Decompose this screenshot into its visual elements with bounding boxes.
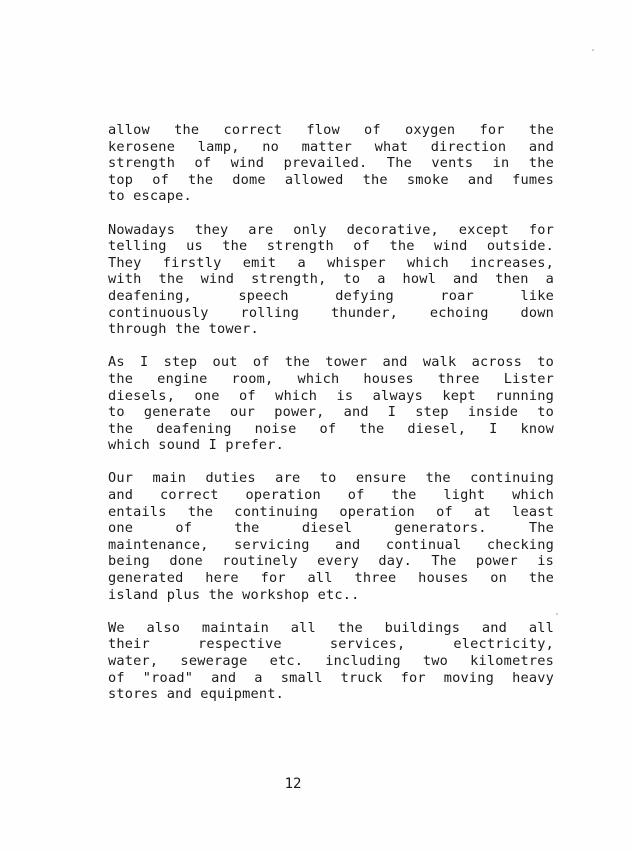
text-line: being done routinely every day. The power is [108,553,554,570]
scan-speck [592,49,594,51]
text-line: to generate our power, and I step inside to [108,404,554,421]
text-line: island plus the workshop etc.. [108,586,360,603]
paragraph-4 [108,470,554,603]
text-line: stores and equipment. [108,686,285,703]
text-line: kerosene lamp, no matter what direction and [108,138,554,155]
text-line: the engine room, which houses three Lister [108,370,554,387]
text-line: maintenance, servicing and continual checking [108,536,554,553]
text-line: They firstly emit a whisper which increases, [108,254,554,271]
text-line: As I step out of the tower and walk across to [108,354,554,371]
text-line: Our main duties are to ensure the continuing [108,470,554,487]
page-number: 12 [284,776,302,792]
paragraph-5 [108,620,554,703]
text-line: of "road" and a small truck for moving heavy [108,669,554,686]
text-line: top of the dome allowed the smoke and fumes [108,171,554,188]
text-line: through the tower. [108,321,259,338]
text-line: one of the diesel generators. The [108,520,554,537]
text-line: deafening, speech defying roar like [108,287,554,304]
text-line: Nowadays they are only decorative, except for [108,221,554,238]
text-line: strength of wind prevailed. The vents in the [108,155,554,172]
text-line: and correct operation of the light which [108,487,554,504]
text-line: to escape. [108,188,192,205]
text-line: telling us the strength of the wind outside. [108,238,554,255]
text-line: entails the continuing operation of at least [108,503,554,520]
paragraph-3 [108,354,554,454]
text-line: their respective services, electricity, [108,636,554,653]
text-line: which sound I prefer. [108,437,285,454]
text-line: diesels, one of which is always kept running [108,387,554,404]
text-line: continuously rolling thunder, echoing down [108,304,554,321]
scan-speck [556,613,558,615]
text-line: water, sewerage etc. including two kilometres [108,653,554,669]
body-text [108,122,554,719]
text-line: We also maintain all the buildings and all [108,619,554,636]
text-line: generated here for all three houses on the [108,570,554,587]
text-line: allow the correct flow of oxygen for the [108,122,554,138]
text-line: the deafening noise of the diesel, I know [108,420,554,437]
text-line: with the wind strength, to a howl and then a [108,271,554,288]
paragraph-1 [108,122,554,205]
paragraph-2 [108,222,554,338]
